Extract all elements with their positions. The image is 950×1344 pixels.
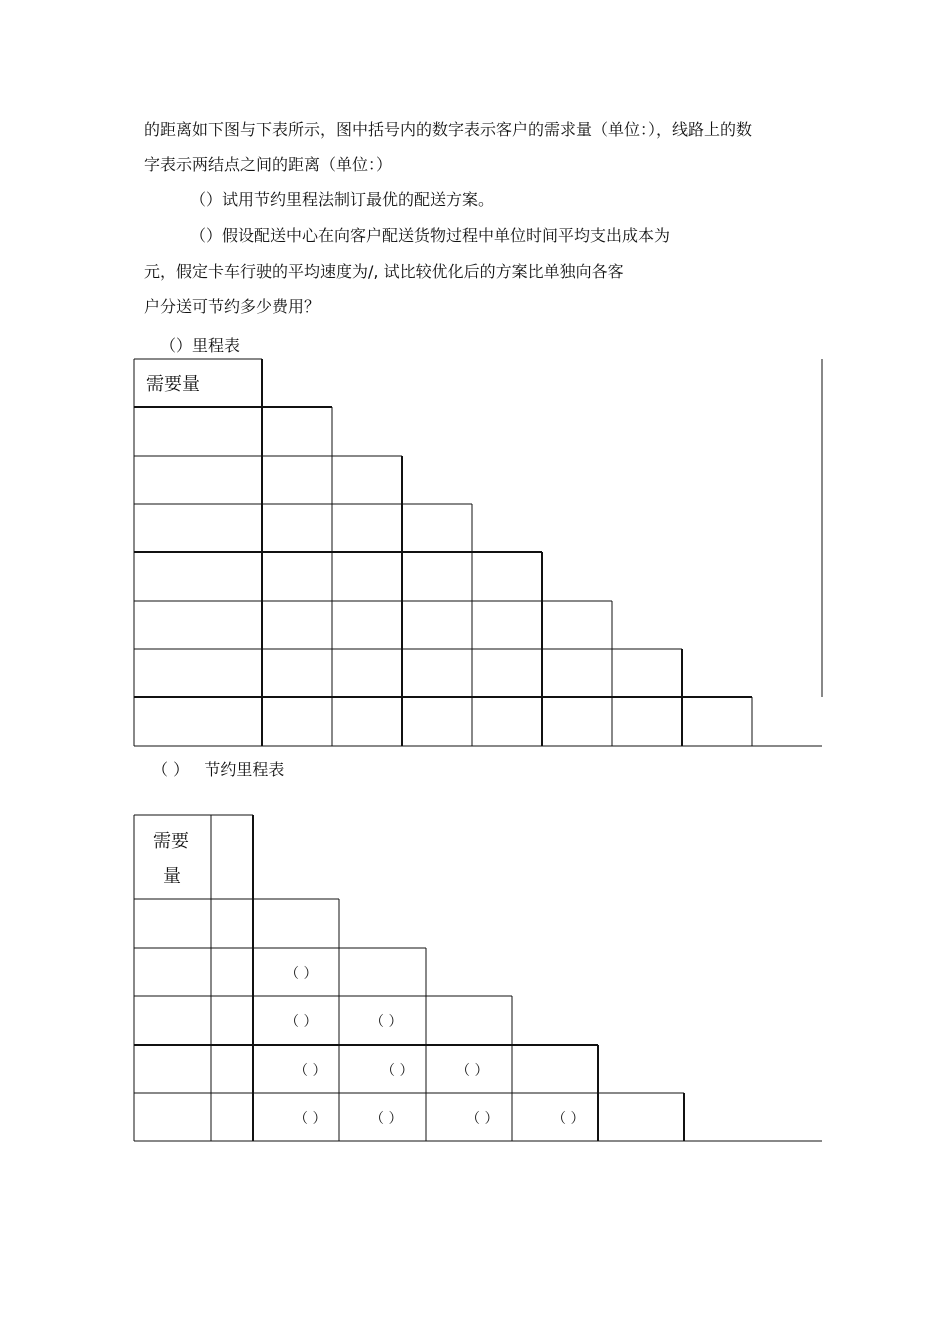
table2-caption: （ ） 节约里程表 <box>152 760 285 779</box>
savings-cell-paren: （ ） <box>285 1014 318 1030</box>
paragraph-line-1: 的距离如下图与下表所示，图中括号内的数字表示客户的需求量（单位：），线路上的数 <box>144 120 753 139</box>
savings-cell-paren: （ ） <box>285 966 318 982</box>
savings-cell-paren: （ ） <box>370 1014 403 1030</box>
savings-cell-paren: （ ） <box>294 1063 327 1079</box>
table2-header-label-1: 需要 <box>153 831 189 852</box>
table2-header-label-2: 量 <box>163 866 181 887</box>
paragraph-line-5: 元，假定卡车行驶的平均速度为/, 试比较优化后的方案比单独向各客 <box>144 262 624 281</box>
savings-cell-paren: （ ） <box>370 1111 403 1127</box>
savings-cell-paren: （ ） <box>381 1063 414 1079</box>
savings-cell-paren: （ ） <box>466 1111 499 1127</box>
table1-header-label: 需要量 <box>146 374 200 395</box>
table1-caption: （）里程表 <box>160 336 241 355</box>
paragraph-line-2: 字表示两结点之间的距离（单位：） <box>144 155 393 174</box>
savings-cell-paren: （ ） <box>552 1111 585 1127</box>
paragraph-line-4: （）假设配送中心在向客户配送货物过程中单位时间平均支出成本为 <box>190 226 671 245</box>
savings-cell-paren: （ ） <box>456 1063 489 1079</box>
paragraph-line-3: （）试用节约里程法制订最优的配送方案。 <box>190 190 495 209</box>
paragraph-line-6: 户分送可节约多少费用？ <box>144 297 321 316</box>
savings-cell-paren: （ ） <box>294 1111 327 1127</box>
